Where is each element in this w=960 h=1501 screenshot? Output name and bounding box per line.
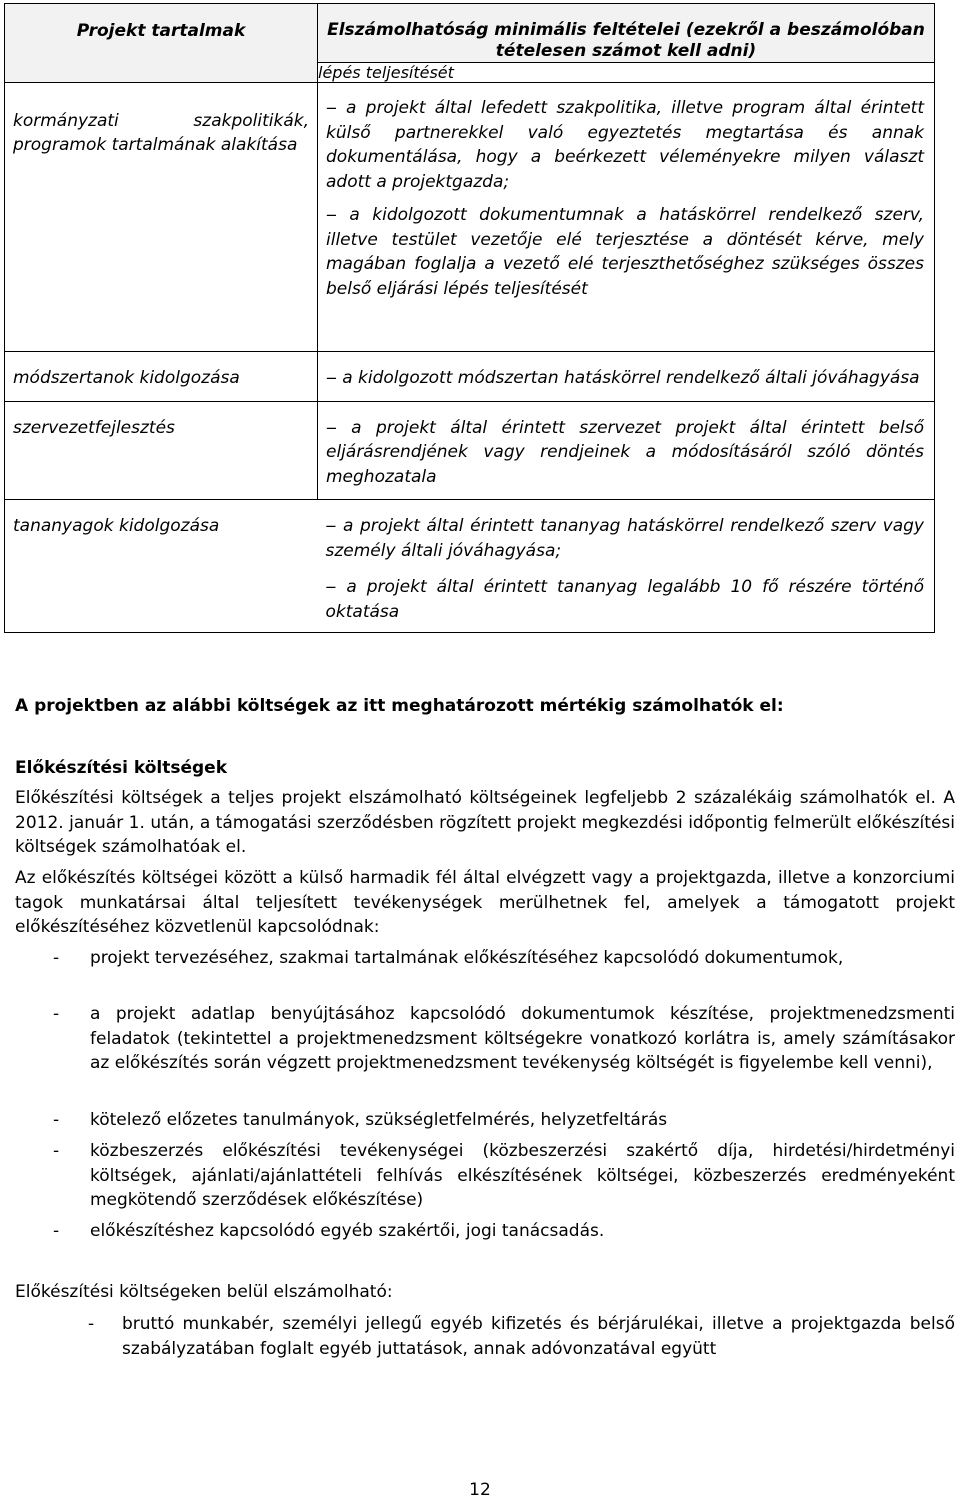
list-item-text: közbeszerzés előkészítési tevékenységei (közbeszerzési szakértő díja, hirdetési/hirdetményi költségek, ajánlati/ajánlattételi felhívás elkészítésének költségei, közbeszerzés eredményeként megkötendő szerződések előkészítése)	[90, 1141, 955, 1210]
list-item-text: kötelező előzetes tanulmányok, szükségletfelmérés, helyzetfeltárás	[90, 1110, 668, 1130]
table-cell-content-type	[5, 500, 318, 633]
table-row	[5, 352, 935, 402]
bullet-mark: -	[53, 1004, 60, 1024]
content-type-label: kormányzati szakpolitikák, programok tartalmának alakítása	[13, 111, 309, 155]
table-cell-content-type	[5, 83, 318, 352]
bullet-mark: -	[88, 1314, 95, 1334]
content-type-label: tananyagok kidolgozása	[13, 516, 220, 536]
table-cell-requirements	[318, 401, 935, 500]
table-header-left: Projekt tartalmak	[5, 4, 318, 83]
requirement-item: ‒ a kidolgozott módszertan hatáskörrel rendelkező általi jóváhagyása	[326, 368, 920, 388]
table-cell-requirements	[318, 83, 935, 352]
bullet-mark: -	[53, 1110, 60, 1130]
list-item-text: bruttó munkabér, személyi jellegű egyéb kifizetés és bérjárulékai, illetve a projektgazda belső szabályzatában foglalt egyéb juttatások, annak adóvonzatával együtt	[122, 1314, 955, 1359]
table-row	[5, 401, 935, 500]
section-title: Előkészítési költségek	[15, 758, 227, 778]
table-cell-content-type	[5, 401, 318, 500]
table-row	[5, 500, 935, 633]
paragraph: Előkészítési költségek a teljes projekt elszámolható költségeinek legfeljebb 2 százalékáig számolhatók el. A 2012. január 1. után, a támogatási szerződésben rögzített projekt megkezdési időpontig felmerült előkészítési költségek számolhatóak el.	[15, 788, 955, 857]
table-cell-requirements	[318, 500, 935, 633]
bullet-mark: -	[53, 1141, 60, 1161]
page-number: 12	[469, 1480, 491, 1500]
bullet-mark: -	[53, 1221, 60, 1241]
list-item-text: előkészítéshez kapcsolódó egyéb szakértői, jogi tanácsadás.	[90, 1221, 605, 1241]
requirement-item: ‒ a projekt által érintett tananyag hatáskörrel rendelkező szerv vagy személy általi jóváhagyása;	[325, 516, 924, 561]
table-header-continuation: lépés teljesítését	[318, 63, 935, 83]
requirements-table	[4, 3, 935, 633]
intro-heading: A projektben az alábbi költségek az itt meghatározott mértékig számolhatók el:	[15, 696, 784, 716]
table-header-right	[318, 4, 935, 63]
list-item-text: projekt tervezéséhez, szakmai tartalmának előkészítéséhez kapcsolódó dokumentumok,	[90, 948, 844, 968]
table-cell-requirements	[318, 352, 935, 402]
requirement-item: ‒ a kidolgozott dokumentumnak a hatáskörrel rendelkező szerv, illetve testület vezetője elé terjesztése a döntését kérve, mely magában foglalja a vezető elé terjeszthetőséghez szükséges összes belső eljárási lépés teljesítését	[326, 205, 924, 299]
table-cell-content-type	[5, 352, 318, 402]
table-header-right-text: Elszámolhatóság minimális feltételei (ezekről a beszámolóban tételesen számot kell adni)	[327, 20, 925, 61]
paragraph: Előkészítési költségeken belül elszámolható:	[15, 1282, 393, 1302]
list-item-text: a projekt adatlap benyújtásához kapcsolódó dokumentumok készítése, projektmenedzsmenti feladatok (tekintettel a projektmenedzsment költségekre vonatkozó korlátra is, amely számításakor az előkészítés során végzett projektmenedzsment tevékenység költségét is figyelembe kell venni),	[90, 1004, 955, 1073]
requirement-item: ‒ a projekt által lefedett szakpolitika, illetve program által érintett külső partnerekkel való egyeztetés megtartása és annak dokumentálása, hogy a beérkezett véleményekre milyen választ adott a projektgazda;	[326, 98, 924, 192]
paragraph: Az előkészítés költségei között a külső harmadik fél által elvégzett vagy a projektgazda, illetve a konzorciumi tagok munkatársai által teljesített tevékenységek merülhetnek fel, amelyek a támogatott projekt előkészítéséhez közvetlenül kapcsolódnak:	[15, 868, 955, 937]
table-row	[5, 83, 935, 352]
requirement-item: ‒ a projekt által érintett tananyag legalább 10 fő részére történő oktatása	[325, 577, 924, 622]
content-type-label: módszertanok kidolgozása	[13, 368, 240, 388]
requirement-item: ‒ a projekt által érintett szervezet projekt által érintett belső eljárásrendjének vagy rendjeinek a módosításáról szóló döntés meghozatala	[326, 417, 924, 487]
bullet-mark: -	[53, 948, 60, 968]
content-type-label: szervezetfejlesztés	[13, 417, 175, 438]
